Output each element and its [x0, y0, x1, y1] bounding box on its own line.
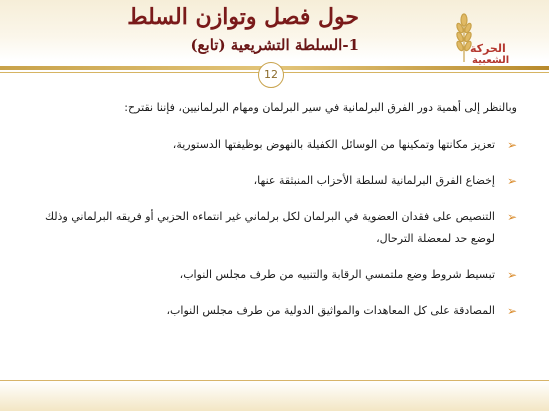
intro-text: وبالنظر إلى أهمية دور الفرق البرلمانية في سير البرلمان ومهام البرلمانيين، فإننا نقترح: [124, 101, 517, 114]
list-item [31, 170, 517, 192]
footer-band [0, 381, 549, 411]
list-item-text: المصادقة على كل المعاهدات والمواثيق الدولية من طرف مجلس النواب، [166, 304, 495, 317]
list-item [31, 300, 517, 322]
page-title: حول فصل وتوازن السلط [127, 4, 359, 30]
list-item-text: إخضاع الفرق البرلمانية لسلطة الأحزاب المنبثقة عنها، [253, 174, 495, 187]
arrow-bullet-icon: ➢ [506, 174, 517, 188]
page-number-badge: 12 [258, 62, 284, 88]
arrow-bullet-icon: ➢ [506, 304, 517, 318]
list-item-text: تبسيط شروط وضع ملتمسي الرقابة والتنبيه من طرف مجلس النواب، [179, 268, 495, 281]
page-subtitle: 1-السلطة التشريعية (تابع) [190, 36, 359, 54]
list-item [31, 134, 517, 156]
logo-line2: الشعبية [472, 55, 510, 66]
arrow-bullet-icon: ➢ [506, 138, 517, 152]
list-item [31, 264, 517, 286]
list-item-text: التنصيص على فقدان العضوية في البرلمان لكل برلماني غير انتماءه الحزبي أو فريقه البرلماني وذلك لوضع حد لمعضلة الترحال، [44, 210, 495, 245]
arrow-bullet-icon: ➢ [506, 268, 517, 282]
list-item-text: تعزيز مكانتها وتمكينها من الوسائل الكفيلة بالنهوض بوظيفتها الدستورية، [172, 138, 495, 151]
arrow-bullet-icon: ➢ [506, 210, 517, 224]
content-area [31, 100, 517, 336]
logo-line1: الحركة [470, 42, 506, 55]
list-item [31, 206, 517, 250]
